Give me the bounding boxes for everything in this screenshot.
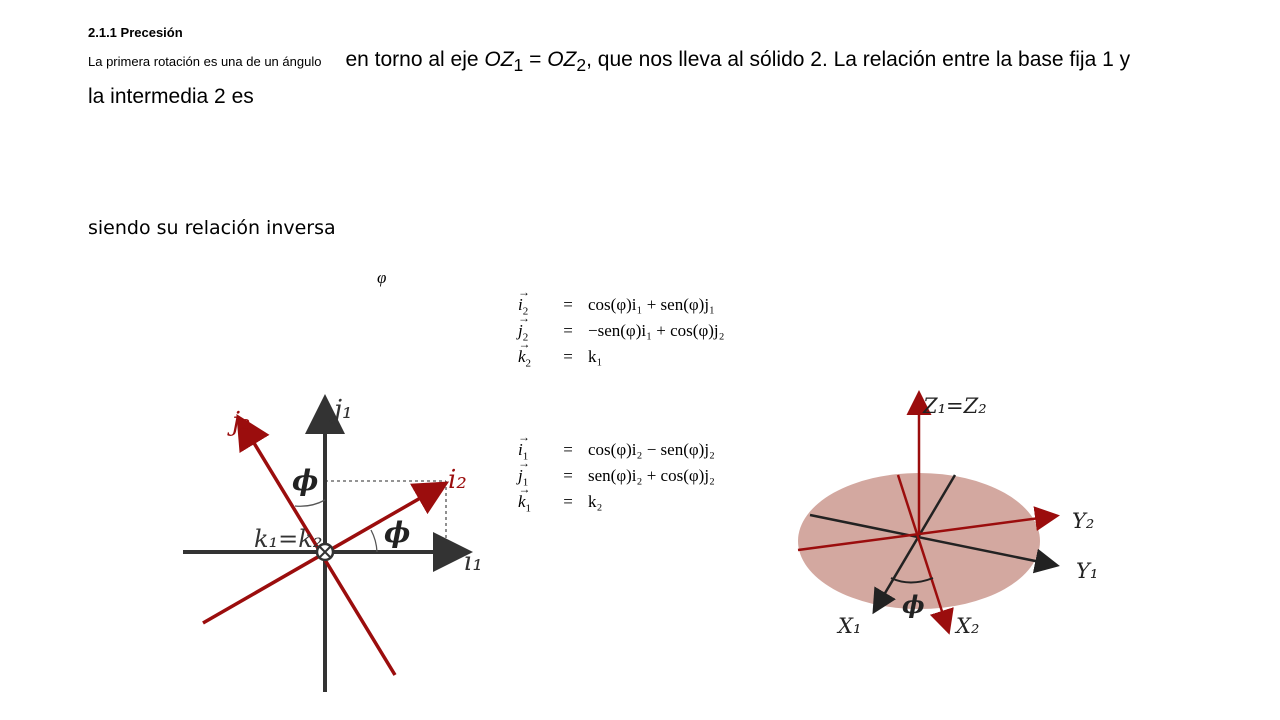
equation-lhs-sub: 1	[525, 502, 532, 515]
section-heading: 2.1.1 Precesión	[88, 25, 183, 40]
direct-equations	[518, 292, 725, 370]
equation-lhs-letter: i	[518, 295, 523, 314]
label-y2: Y₂	[1072, 509, 1095, 533]
equation-rhs: sen(φ)i₂ + cos(φ)j₂	[588, 466, 715, 485]
equation-lhs-letter: i	[518, 440, 523, 459]
disc-rotation-diagram	[780, 385, 1140, 645]
equation-equals: =	[563, 440, 573, 459]
label-i1: i₁	[464, 547, 483, 577]
equation-row	[518, 318, 725, 344]
angle-arc-top	[295, 500, 325, 506]
equation-lhs-sub: 1	[522, 450, 529, 463]
equation-lhs-sub: 2	[522, 331, 529, 344]
equation-rhs: cos(φ)i₂ − sen(φ)j₂	[588, 440, 715, 459]
axis-rhs-sub: 2	[576, 55, 587, 76]
equation-row	[518, 344, 725, 370]
equation-lhs-letter: j	[518, 466, 523, 485]
label-z: Z₁=Z₂	[923, 394, 987, 418]
equation-row	[518, 437, 715, 463]
equation-lhs-vector	[518, 489, 531, 521]
equation-lhs	[518, 344, 548, 376]
equation-row	[518, 489, 715, 515]
equation-lhs-sub: 2	[525, 357, 532, 370]
label-j1: j₁	[334, 395, 353, 425]
equation-equals: =	[563, 466, 573, 485]
equation-lhs-letter: k	[518, 347, 526, 366]
equation-lhs-letter: k	[518, 492, 526, 511]
axis-lhs: OZ	[484, 48, 514, 71]
label-j2: j₂	[232, 407, 251, 437]
label-k: k₁=k₂	[254, 525, 323, 553]
equation-row	[518, 292, 725, 318]
equation-lhs-sub: 1	[522, 476, 529, 489]
equation-equals: =	[563, 492, 573, 511]
equation-row	[518, 463, 715, 489]
equation-rhs: cos(φ)i₁ + sen(φ)j₁	[588, 295, 715, 314]
equation-rhs: −sen(φ)i₁ + cos(φ)j₂	[588, 321, 725, 340]
paragraph-part2: , que nos lleva al sólido 2. La relación entre la base fija 1 y la intermedia 2 es	[88, 48, 1131, 109]
equation-rhs: k₁	[588, 347, 603, 366]
equation-lhs	[518, 489, 548, 521]
angle-arc-right	[371, 530, 377, 552]
phi-symbol: φ	[377, 268, 387, 287]
equation-equals: =	[563, 295, 573, 314]
axis-rhs: OZ	[547, 48, 577, 71]
intro-paragraph	[88, 44, 1138, 112]
label-y1: Y₁	[1076, 559, 1099, 583]
equation-lhs-sub: 2	[522, 305, 529, 318]
equation-rhs: k₂	[588, 492, 603, 511]
axis-equals: =	[523, 48, 548, 71]
inverse-relation-text: siendo su relación inversa	[88, 217, 336, 239]
label-phi-top: ϕ	[292, 464, 319, 497]
label-x2: X₂	[956, 614, 980, 638]
equation-equals: =	[563, 347, 573, 366]
paragraph-small-part: La primera rotación es una de un ángulo	[88, 54, 322, 69]
equation-lhs-vector	[518, 344, 531, 376]
equation-equals: =	[563, 321, 573, 340]
label-i2: i₂	[448, 465, 467, 495]
paragraph-part1: en torno al eje	[345, 48, 485, 71]
label-x1: X₁	[838, 614, 862, 638]
label-phi: ϕ	[902, 590, 925, 619]
label-phi-right: ϕ	[384, 516, 411, 549]
equation-lhs-letter: j	[518, 321, 523, 340]
inverse-equations	[518, 437, 715, 515]
axis-lhs-sub: 1	[513, 55, 524, 76]
planar-rotation-diagram	[170, 380, 500, 700]
